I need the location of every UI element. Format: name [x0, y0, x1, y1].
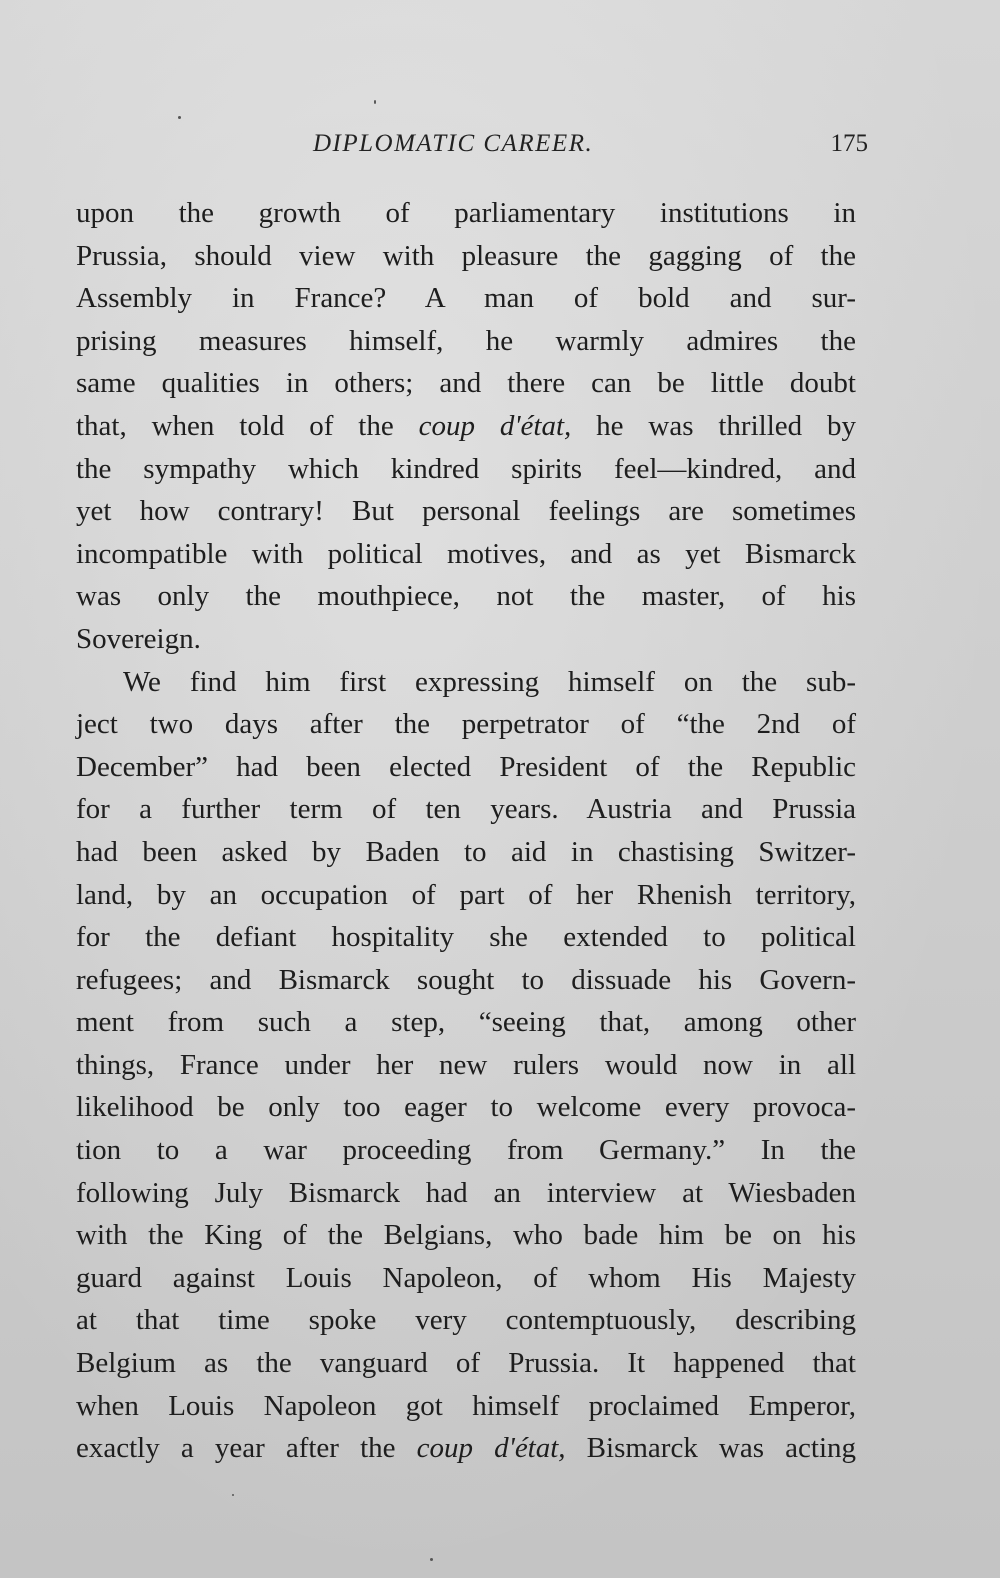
text-segment: he was thrilled by [571, 409, 857, 442]
text-line: with the King of the Belgians, who bade him be on his [76, 1219, 856, 1252]
text-segment: Bismarck was acting [565, 1432, 857, 1465]
text-segment: that, when told of the [76, 409, 419, 442]
text-line: had been asked by Baden to aid in chastising Switzer- [76, 835, 856, 868]
paper-speck [232, 1494, 234, 1496]
text-line: Assembly in France? A man of bold and sur- [76, 282, 856, 315]
page-header [78, 130, 868, 170]
page-number: 175 [830, 130, 868, 157]
text-line: for a further term of ten years. Austria and Prussia [76, 793, 856, 826]
text-line: Prussia, should view with pleasure the gagging of the [76, 239, 856, 272]
text-line: land, by an occupation of part of her Rhenish territory, [76, 878, 856, 911]
italic-phrase: coup d'état, [416, 1432, 566, 1465]
text-line: following July Bismarck had an interview at Wiesbaden [76, 1176, 856, 1209]
text-line: upon the growth of parliamentary institutions in [76, 197, 856, 229]
text-line: guard against Louis Napoleon, of whom His Majesty [76, 1261, 856, 1294]
text-line: same qualities in others; and there can be little doubt [76, 367, 856, 400]
text-line [76, 405, 856, 448]
paper-speck [430, 1558, 433, 1561]
text-line: December” had been elected President of the Republic [76, 750, 856, 783]
text-line: yet how contrary! But personal feelings are sometimes [76, 495, 856, 528]
text-line: when Louis Napoleon got himself proclaimed Emperor, [76, 1389, 856, 1422]
text-line: was only the mouthpiece, not the master, of his [76, 580, 856, 613]
text-line: refugees; and Bismarck sought to dissuade his Govern- [76, 963, 856, 996]
text-line: ment from such a step, “seeing that, among other [76, 1006, 856, 1039]
text-segment: exactly a year after the [76, 1432, 417, 1465]
italic-phrase: coup d'état, [418, 409, 572, 442]
text-line: at that time spoke very contemptuously, describing [76, 1304, 856, 1337]
text-line: tion to a war proceeding from Germany.” In the [76, 1134, 856, 1167]
page-body-text [76, 192, 856, 1470]
text-line: for the defiant hospitality she extended to political [76, 921, 856, 954]
text-line: Belgium as the vanguard of Prussia. It happened that [76, 1347, 856, 1380]
text-line: ject two days after the perpetrator of “the 2nd of [76, 708, 856, 741]
running-title: DIPLOMATIC CAREER. [313, 130, 594, 157]
text-line: the sympathy which kindred spirits feel—kindred, and [76, 452, 856, 485]
text-line: likelihood be only too eager to welcome every provoca- [76, 1091, 856, 1124]
text-line: incompatible with political motives, and as yet Bismarck [76, 537, 856, 570]
text-line: prising measures himself, he warmly admires the [76, 324, 856, 357]
text-line [76, 1427, 856, 1470]
text-line: Sovereign. [76, 622, 201, 655]
text-line: We find him first expressing himself on the sub- [123, 665, 856, 698]
paper-speck [178, 116, 181, 119]
text-line: things, France under her new rulers would now in all [76, 1048, 856, 1081]
paper-speck [374, 100, 376, 104]
